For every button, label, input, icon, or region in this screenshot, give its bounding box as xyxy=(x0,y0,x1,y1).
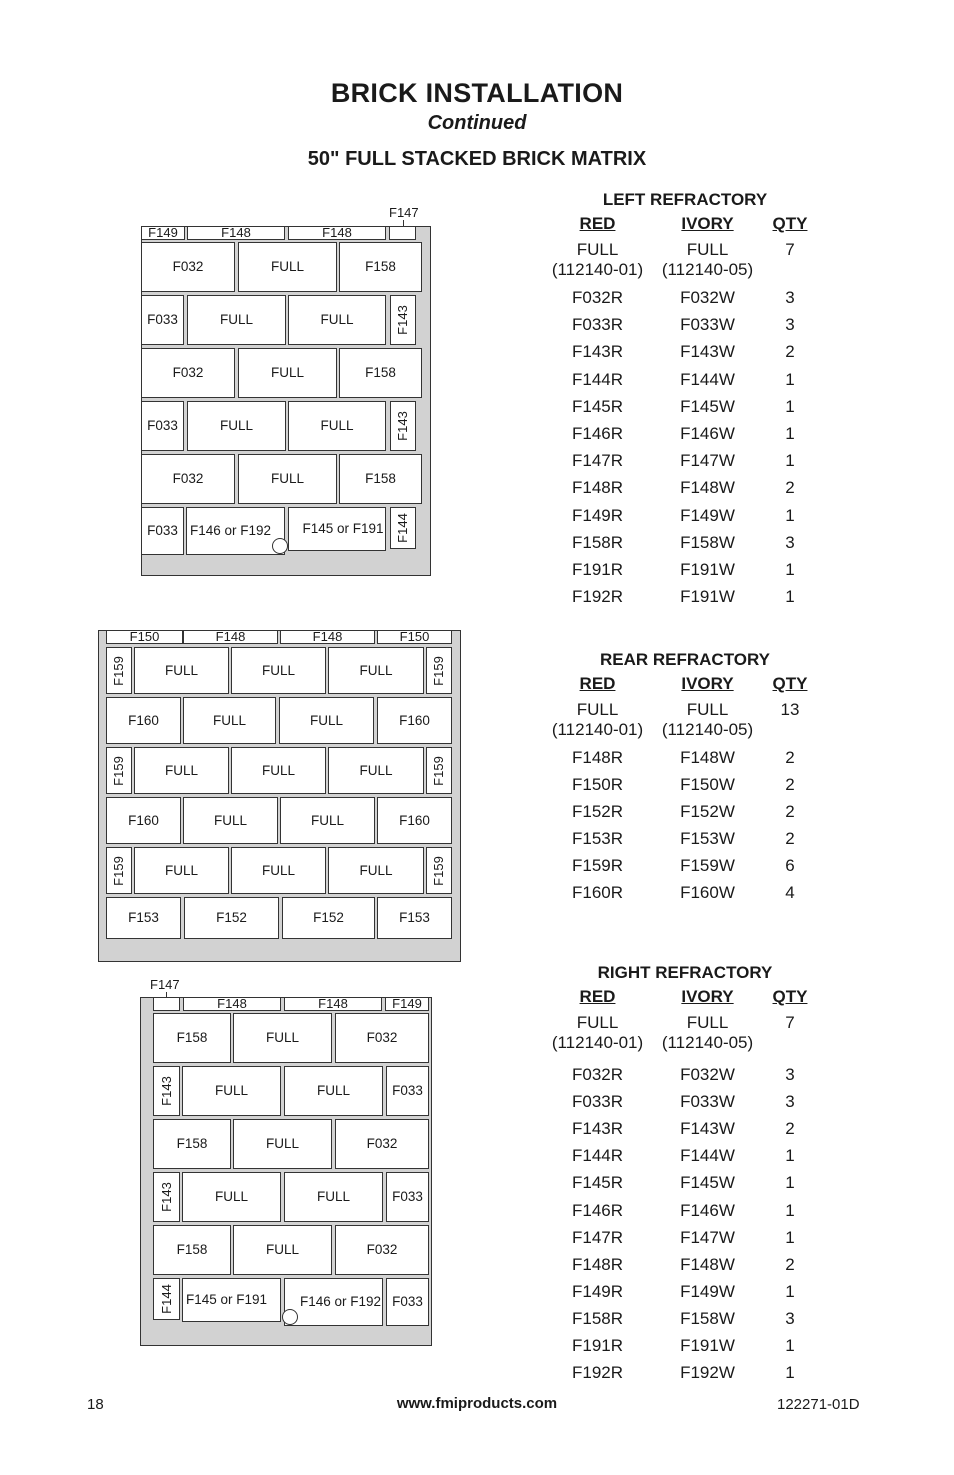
table-cell: F145R xyxy=(571,1173,624,1193)
table-cell: F145W xyxy=(680,396,735,416)
table-cell: F148R xyxy=(571,748,624,767)
brick: F032 xyxy=(335,1013,429,1063)
table-cell: F153W xyxy=(680,829,735,848)
table-cell: F032W xyxy=(680,288,735,307)
brick-label: F144 xyxy=(395,513,411,543)
brick-label: F143 xyxy=(395,305,411,335)
table-cell: 1 xyxy=(785,1200,795,1220)
brick: F033 xyxy=(386,1172,429,1222)
brick: FULL xyxy=(238,454,337,504)
brick-notch xyxy=(282,1309,298,1325)
brick: FULL xyxy=(231,847,326,894)
table-cell: F145W xyxy=(680,1173,735,1193)
right-refractory-table xyxy=(540,963,830,1383)
table-cell: F145R xyxy=(571,396,624,416)
brick: F160 xyxy=(377,797,452,844)
brick: F148 xyxy=(183,630,278,644)
brick: F153 xyxy=(106,897,181,939)
table-cell: F143W xyxy=(680,1119,735,1139)
brick: F033 xyxy=(141,295,184,345)
table-cell: F158R xyxy=(571,1308,624,1328)
table-cell: F191R xyxy=(571,1336,624,1355)
brick: FULL xyxy=(187,401,286,451)
brick: F033 xyxy=(141,401,184,451)
brick: F158 xyxy=(339,348,422,398)
brick: FULL xyxy=(134,747,229,794)
table-cell: F144W xyxy=(680,369,735,389)
brick: FULL xyxy=(233,1119,332,1169)
brick: F148 xyxy=(280,630,375,644)
brick xyxy=(426,647,452,694)
brick: F160 xyxy=(377,697,452,744)
brick: FULL xyxy=(284,1066,383,1116)
table-cell: 1 xyxy=(785,424,795,443)
table-cell: F153R xyxy=(571,829,624,848)
table-cell: F147R xyxy=(571,1227,624,1247)
brick-label: F143 xyxy=(158,1076,174,1106)
brick xyxy=(153,997,180,1011)
table-cell: 7 xyxy=(785,1013,795,1032)
column-header: RED xyxy=(579,214,616,233)
table-cell: 1 xyxy=(785,1336,795,1355)
brick: F160 xyxy=(106,697,181,744)
column-header: IVORY xyxy=(681,674,734,693)
brick: FULL xyxy=(233,1225,332,1275)
left-callout-label: F147 xyxy=(389,205,419,220)
table-cell: F032W xyxy=(680,1065,735,1084)
table-cell: 3 xyxy=(785,315,795,335)
table-cell: 3 xyxy=(785,1065,795,1084)
table-cell: 1 xyxy=(785,1363,795,1383)
brick: F032 xyxy=(141,454,235,504)
brick: F032 xyxy=(141,242,235,292)
table-cell: F148R xyxy=(571,1254,624,1274)
table-cell: F191W xyxy=(680,1336,735,1355)
table-cell: 3 xyxy=(785,1308,795,1328)
table-cell: F148W xyxy=(680,748,735,767)
brick: F032 xyxy=(335,1225,429,1275)
table-cell: F192R xyxy=(571,1363,624,1383)
brick-label: F159 xyxy=(111,655,127,686)
brick: F158 xyxy=(339,454,422,504)
table-cell: F158W xyxy=(680,532,735,552)
brick-label: F143 xyxy=(395,411,411,441)
brick xyxy=(389,226,416,240)
table-title: LEFT REFRACTORY xyxy=(602,190,768,209)
table-cell: F032R xyxy=(571,1065,624,1084)
brick: F146 or F192 xyxy=(284,1278,383,1326)
brick: FULL xyxy=(238,242,337,292)
brick: F033 xyxy=(386,1066,429,1116)
brick: FULL xyxy=(233,1013,332,1063)
table-cell: F147W xyxy=(680,451,735,471)
brick xyxy=(390,401,416,451)
brick: FULL xyxy=(328,847,424,894)
brick: FULL xyxy=(134,847,229,894)
table-cell: 2 xyxy=(785,1119,795,1139)
table-cell: 1 xyxy=(785,1146,795,1166)
table-cell: F144W xyxy=(680,1146,735,1166)
table-cell: F148W xyxy=(680,478,735,498)
column-header: QTY xyxy=(772,214,808,233)
brick: FULL xyxy=(328,747,424,794)
brick: FULL xyxy=(134,647,229,694)
table-cell: F158W xyxy=(680,1308,735,1328)
brick: F158 xyxy=(153,1225,231,1275)
brick-label: F159 xyxy=(431,655,447,686)
table-cell: F144R xyxy=(571,369,624,389)
table-cell: 2 xyxy=(785,829,795,848)
table-cell: 1 xyxy=(785,396,795,416)
table-cell: 2 xyxy=(785,775,795,794)
right-callout-label: F147 xyxy=(150,977,180,992)
brick-label: F159 xyxy=(431,855,447,886)
table-cell: 3 xyxy=(785,1092,795,1112)
table-cell: F191W xyxy=(680,587,735,607)
brick: FULL xyxy=(182,1172,281,1222)
table-cell: 2 xyxy=(785,748,795,767)
table-cell: 3 xyxy=(785,532,795,552)
brick-notch xyxy=(272,538,288,554)
table-cell: F147R xyxy=(571,451,624,471)
brick xyxy=(153,1172,180,1222)
table-cell: F152R xyxy=(571,802,624,821)
brick xyxy=(106,847,132,894)
table-cell: F160W xyxy=(680,883,735,902)
table-cell: 1 xyxy=(785,1173,795,1193)
table-cell: F191R xyxy=(571,560,624,579)
table-cell: F149R xyxy=(571,1281,624,1301)
table-cell: FULL (112140-01) xyxy=(551,240,644,279)
brick: F033 xyxy=(141,507,184,555)
brick: F032 xyxy=(141,348,235,398)
table-cell: 2 xyxy=(785,802,795,821)
table-cell: 6 xyxy=(785,856,795,875)
table-cell: F149W xyxy=(680,1281,735,1301)
table-cell: F148W xyxy=(680,1254,735,1274)
table-cell: F192W xyxy=(680,1363,735,1383)
matrix-title: 50" FULL STACKED BRICK MATRIX xyxy=(307,148,647,170)
table-cell: F033R xyxy=(571,1092,624,1112)
table-cell: F150W xyxy=(680,775,735,794)
brick-label: F159 xyxy=(111,755,127,786)
column-header: IVORY xyxy=(681,987,734,1006)
brick: F148 xyxy=(284,997,382,1011)
brick-label: F159 xyxy=(431,755,447,786)
table-cell: 1 xyxy=(785,369,795,389)
table-cell: F160R xyxy=(571,883,624,902)
table-cell: F192R xyxy=(571,587,624,607)
table-title: REAR REFRACTORY xyxy=(599,650,770,669)
brick xyxy=(153,1278,180,1320)
brick xyxy=(426,847,452,894)
brick: F145 or F191 xyxy=(288,507,386,551)
table-cell: F146W xyxy=(680,1200,735,1220)
brick: FULL xyxy=(328,647,424,694)
table-cell: FULL (112140-05) xyxy=(661,1013,754,1052)
table-cell: 1 xyxy=(785,1281,795,1301)
brick: FULL xyxy=(183,697,276,744)
table-cell: F159W xyxy=(680,856,735,875)
table-cell: 1 xyxy=(785,505,795,525)
brick: F158 xyxy=(153,1013,231,1063)
brick: F148 xyxy=(288,226,386,240)
table-cell: 1 xyxy=(785,451,795,471)
brick-label: F159 xyxy=(111,855,127,886)
rear-refractory-table xyxy=(540,650,830,910)
brick xyxy=(390,507,416,549)
brick: F145 or F191 xyxy=(182,1278,281,1322)
brick: FULL xyxy=(288,295,386,345)
column-header: QTY xyxy=(772,987,808,1006)
brick xyxy=(106,647,132,694)
page-number: 18 xyxy=(87,1396,104,1413)
table-cell: F144R xyxy=(571,1146,624,1166)
brick xyxy=(106,747,132,794)
table-cell: 1 xyxy=(785,560,795,579)
brick: F152 xyxy=(282,897,375,939)
table-cell: F146W xyxy=(680,424,735,443)
table-cell: 4 xyxy=(785,883,795,902)
table-cell: 1 xyxy=(785,587,795,607)
table-cell: F143R xyxy=(571,342,624,362)
brick-label: F144 xyxy=(158,1284,174,1314)
table-cell: F149R xyxy=(571,505,624,525)
table-cell: 2 xyxy=(785,478,795,498)
brick: F160 xyxy=(106,797,181,844)
brick: F158 xyxy=(339,242,422,292)
brick-label: F143 xyxy=(158,1182,174,1212)
brick: F158 xyxy=(153,1119,231,1169)
table-cell: F150R xyxy=(571,775,624,794)
brick: FULL xyxy=(279,697,374,744)
brick: F152 xyxy=(184,897,279,939)
column-header: RED xyxy=(579,987,616,1006)
brick: FULL xyxy=(231,647,326,694)
table-cell: FULL (112140-05) xyxy=(661,240,754,279)
table-cell: F033W xyxy=(680,315,735,335)
table-cell: F159R xyxy=(571,856,624,875)
table-cell: F152W xyxy=(680,802,735,821)
table-cell: F143W xyxy=(680,342,735,362)
column-header: QTY xyxy=(772,674,808,693)
column-header: IVORY xyxy=(681,214,734,233)
column-header: RED xyxy=(579,674,616,693)
brick: F149 xyxy=(385,997,429,1011)
brick: FULL xyxy=(288,401,386,451)
brick: FULL xyxy=(182,1066,281,1116)
brick: FULL xyxy=(238,348,337,398)
brick xyxy=(390,295,416,345)
table-cell: 7 xyxy=(785,240,795,259)
table-cell: 13 xyxy=(780,700,800,719)
table-cell: F147W xyxy=(680,1227,735,1247)
brick: F150 xyxy=(377,630,452,644)
table-cell: F158R xyxy=(571,532,624,552)
table-cell: F033R xyxy=(571,315,624,335)
brick xyxy=(426,747,452,794)
table-cell: FULL (112140-01) xyxy=(551,1013,644,1052)
brick: FULL xyxy=(284,1172,383,1222)
table-cell: FULL (112140-01) xyxy=(551,700,644,739)
table-cell: 2 xyxy=(785,342,795,362)
table-cell: F146R xyxy=(571,424,624,443)
table-cell: 3 xyxy=(785,288,795,307)
page-title: BRICK INSTALLATION xyxy=(330,78,624,108)
table-cell: F148R xyxy=(571,478,624,498)
table-cell: 2 xyxy=(785,1254,795,1274)
table-cell: F143R xyxy=(571,1119,624,1139)
brick: FULL xyxy=(183,797,278,844)
brick: FULL xyxy=(280,797,375,844)
page-subtitle: Continued xyxy=(427,112,527,134)
brick: F150 xyxy=(106,630,183,644)
table-cell: 1 xyxy=(785,1227,795,1247)
brick xyxy=(153,1066,180,1116)
left-refractory-table xyxy=(540,190,830,610)
brick: FULL xyxy=(231,747,326,794)
table-cell: F149W xyxy=(680,505,735,525)
table-cell: F033W xyxy=(680,1092,735,1112)
brick: F149 xyxy=(141,226,185,240)
brick: FULL xyxy=(187,295,286,345)
website-link[interactable]: www.fmiproducts.com xyxy=(396,1395,558,1412)
brick: F148 xyxy=(187,226,285,240)
table-cell: F032R xyxy=(571,288,624,307)
document-number: 122271-01D xyxy=(777,1396,860,1413)
table-title: RIGHT REFRACTORY xyxy=(597,963,773,982)
table-cell: F146R xyxy=(571,1200,624,1220)
brick: F033 xyxy=(386,1278,429,1326)
brick: F148 xyxy=(183,997,281,1011)
table-cell: F191W xyxy=(680,560,735,579)
brick: F153 xyxy=(377,897,452,939)
table-cell: FULL (112140-05) xyxy=(661,700,754,739)
brick: F032 xyxy=(335,1119,429,1169)
brick: F146 or F192 xyxy=(186,507,285,555)
